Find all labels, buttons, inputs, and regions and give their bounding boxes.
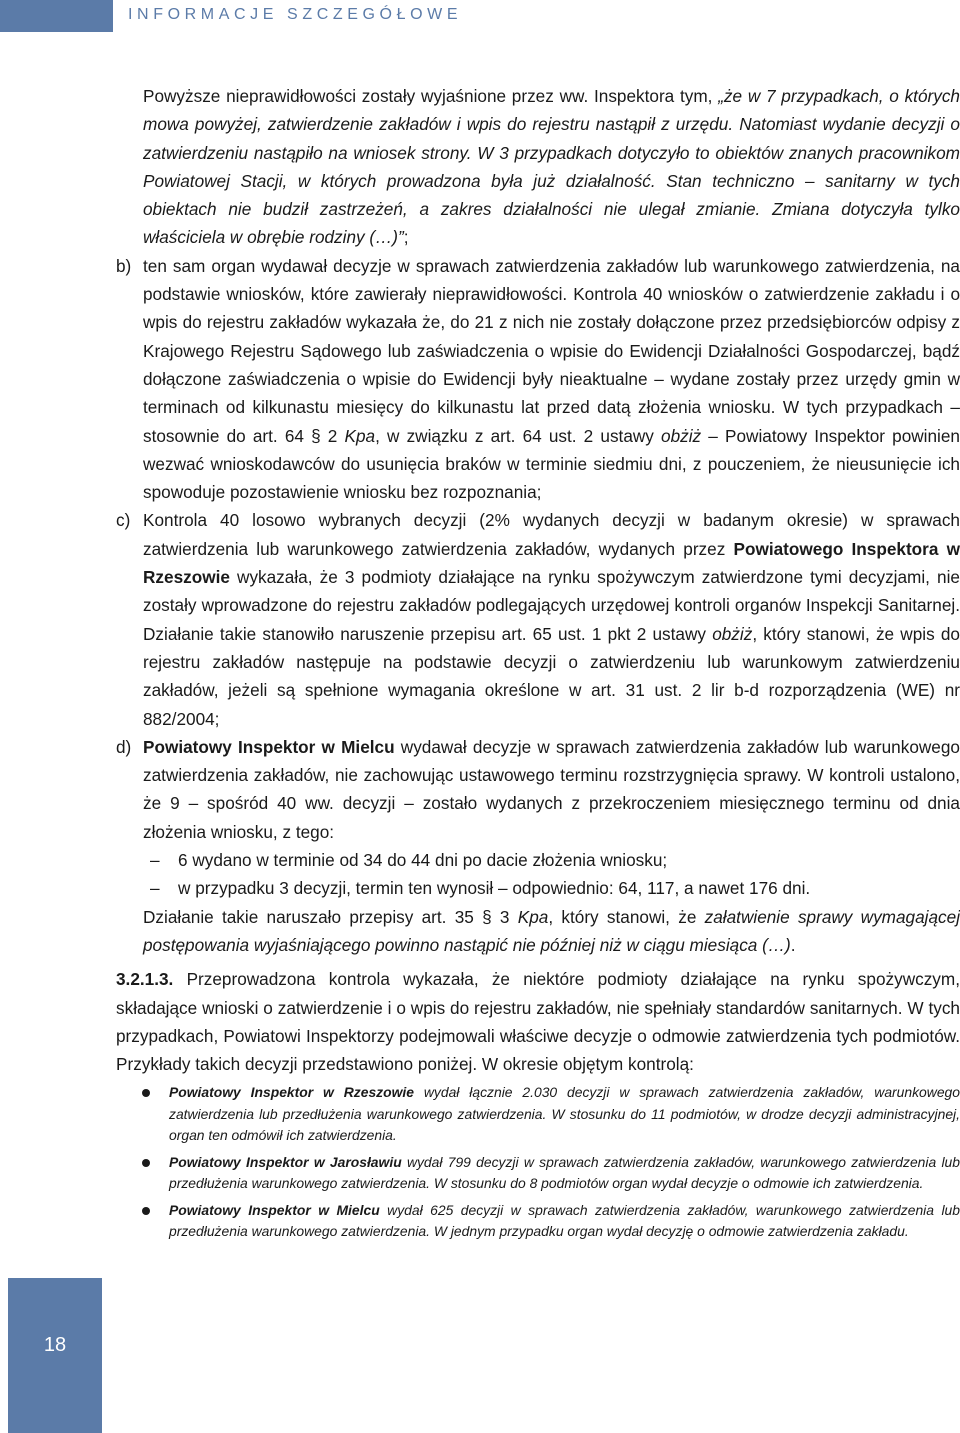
list-marker-d: d) xyxy=(116,736,132,757)
item-b-obziz: obżiż xyxy=(661,425,702,446)
lead-text-2: ; xyxy=(403,227,409,248)
item-c-text-3: , który stanowi, że wpis do rejestru zakładów następuje na podstawie decyzji o zatwierdzeniu lub warunkowym zatwierdzeniu zakładów, jeżeli są spełnione wymagania określone w art. 31 ust. 2 lir b-d rozporządzenia (WE) nr 882/2004; xyxy=(143,623,960,729)
item-b-text-3: – Powiatowy Inspektor powinien wezwać wnioskodawców do usunięcia braków w terminie siedmiu dni, z pouczeniem, że nieusunięcie ich spowoduje pozostawienie wniosku bez rozpoznania; xyxy=(143,425,960,503)
bullet-inspector-name: Powiatowy Inspektor w Rzeszowie xyxy=(169,1084,414,1101)
item-b-text-2: , w związku z art. 64 ust. 2 ustawy xyxy=(375,425,662,446)
bullet-inspector-name: Powiatowy Inspektor w Jarosławiu xyxy=(169,1153,402,1170)
list-marker-b: b) xyxy=(116,255,132,276)
page-content xyxy=(116,82,960,1248)
page-number: 18 xyxy=(43,1334,67,1356)
dash-item-1-text: 6 wydano w terminie od 34 do 44 dni po dacie złożenia wniosku; xyxy=(178,850,668,871)
section-paragraph xyxy=(116,965,960,1078)
lead-quote: „że w 7 przypadkach, o których mowa powyżej, zatwierdzenie zakładów i wpis do rejestru nastąpił z urzędu. Natomiast wydanie decyzji o zatwierdzeniu nastąpiło na wniosek strony. W 3 przypadkach dotyczyło to obiektów znanych pracownikom Powiatowej Stacji, w których prowadzona była już działalność. Stan techniczno – sanitarny w tych obiektach nie budził zastrzeżeń, a zakres działalności nie ulegał zmianie. Zmiana dotyczyła tylko właściciela w obrębie rodziny (…)” xyxy=(143,86,960,248)
header-title: INFORMACJE SZCZEGÓŁOWE xyxy=(128,6,463,23)
item-d-conclusion-text-1: Działanie takie naruszało przepisy art. 35 § 3 xyxy=(143,906,518,927)
bullet-text: wydał 799 decyzji w sprawach zatwierdzenia zakładów, warunkowego zatwierdzenia lub przedłużenia warunkowego zatwierdzenia. W stosunku do 8 podmiotów organ wydał decyzje o odmowie ich zatwierdzenia. xyxy=(169,1153,960,1192)
bullet-list xyxy=(116,1082,960,1243)
header-color-block xyxy=(0,0,113,32)
item-c-inspector-rzeszow: Powiatowego Inspektora w Rzeszowie xyxy=(143,538,960,588)
bullet-text: wydał łącznie 2.030 decyzji w sprawach zatwierdzenia zakładów, warunkowego zatwierdzenia lub przedłużenia warunkowego zatwierdzenia. W stosunku do 11 podmiotów, w drodze decyzji administracyjnej, organ ten odmówił ich zatwierdzenia. xyxy=(169,1084,960,1144)
list-item-d xyxy=(116,733,960,846)
item-c-obziz: obżiż xyxy=(712,623,753,644)
section-text: Przeprowadzona kontrola wykazała, że niektóre podmioty działające na rynku spożywczym, składające wnioski o zatwierdzenie i o wpis do rejestru zakładów, nie spełniały standardów sanitarnych. W tych przypadkach, Powiatowi Inspektorzy podejmowali właściwe decyzje o odmowie zatwierdzenia tych podmiotów. Przykłady takich decyzji przedstawiono poniżej. W okresie objętym kontrolą: xyxy=(116,969,960,1075)
item-d-conclusion xyxy=(116,903,960,960)
dash-marker: – xyxy=(150,878,160,899)
item-d-inspector-mielec: Powiatowy Inspektor w Mielcu xyxy=(143,736,395,757)
bullet-dot xyxy=(142,1159,150,1167)
item-d-conclusion-text-2: , który stanowi, że xyxy=(548,906,705,927)
bullet-inspector-name: Powiatowy Inspektor w Mielcu xyxy=(169,1201,380,1218)
item-d-conclusion-quote: załatwienie sprawy wymagającej postępowania wyjaśniającego powinno nastąpić nie później niż w ciągu miesiąca (…) xyxy=(143,906,960,955)
item-d-conclusion-text-3: . xyxy=(790,934,796,955)
item-b-text-1: ten sam organ wydawał decyzje w sprawach zatwierdzenia zakładów lub warunkowego zatwierdzenia, na podstawie wniosków, które zawierały nieprawidłowości. Kontrola 40 wniosków o zatwierdzenie zakładu i o wpis do rejestru zakładów wykazała że, do 21 z nich nie zostały dołączone przez przedsiębiorców odpisy z Krajowego Rejestru Sądowego lub zaświadczenia o wpisie do Ewidencji Działalności Gospodarczej, bądź dołączone zaświadczenia o wpisie do Ewidencji były nieaktualne – wydane zostały przez urzędy gmin w terminach od kilkunastu miesięcy do kilkunastu lat przed datą złożenia wniosku. W tych przypadkach – stosownie do art. 64 § 2 xyxy=(143,255,960,446)
bullet-item xyxy=(116,1152,960,1195)
bullet-dot xyxy=(142,1089,150,1097)
bullet-dot xyxy=(142,1207,150,1215)
item-c-text-1: Kontrola 40 losowo wybranych decyzji (2% wydanych decyzji w badanym okresie) w sprawach zatwierdzenia lub warunkowego zatwierdzenia zakładów, wydanych przez xyxy=(143,510,960,559)
dash-item-2 xyxy=(116,874,960,902)
dash-item-1 xyxy=(116,846,960,874)
list-marker-c: c) xyxy=(116,510,131,531)
list-item-c xyxy=(116,506,960,732)
bullet-item xyxy=(116,1082,960,1147)
item-b-kpa: Kpa xyxy=(344,425,376,446)
lead-paragraph xyxy=(116,82,960,252)
list-item-b xyxy=(116,252,960,507)
item-c-text-2: wykazała, że 3 podmioty działające na rynku spożywczym zatwierdzone tymi decyzjami, nie zostały wprowadzone do rejestru zakładów podlegających urzędowej kontroli organów Inspekcji Sanitarnej. Działanie takie stanowiło naruszenie przepisu art. 65 ust. 1 pkt 2 ustawy xyxy=(143,567,960,644)
page-number-tab xyxy=(8,1278,102,1433)
dash-marker: – xyxy=(150,850,160,871)
item-d-conclusion-kpa: Kpa xyxy=(517,906,549,927)
lead-text-1: Powyższe nieprawidłowości zostały wyjaśnione przez ww. Inspektora tym, xyxy=(143,86,719,106)
dash-item-2-text: w przypadku 3 decyzji, termin ten wynosił – odpowiednio: 64, 117, a nawet 176 dni. xyxy=(178,878,811,899)
bullet-item xyxy=(116,1200,960,1243)
section-number: 3.2.1.3. xyxy=(116,969,174,990)
item-d-text-1: wydawał decyzje w sprawach zatwierdzenia zakładów lub warunkowego zatwierdzenia zakładów, nie zachowując ustawowego terminu rozstrzygnięcia sprawy. W kontroli ustalono, że 9 – spośród 40 ww. decyzji – zostało wydanych z przekroczeniem miesięcznego terminu od dnia złożenia wniosku, z tego: xyxy=(143,736,960,842)
bullet-text: wydał 625 decyzji w sprawach zatwierdzenia zakładów, warunkowego zatwierdzenia lub przedłużenia warunkowego zatwierdzenia. W jednym przypadku organ wydał decyzję o odmowie zatwierdzenia zakładu. xyxy=(169,1201,960,1240)
